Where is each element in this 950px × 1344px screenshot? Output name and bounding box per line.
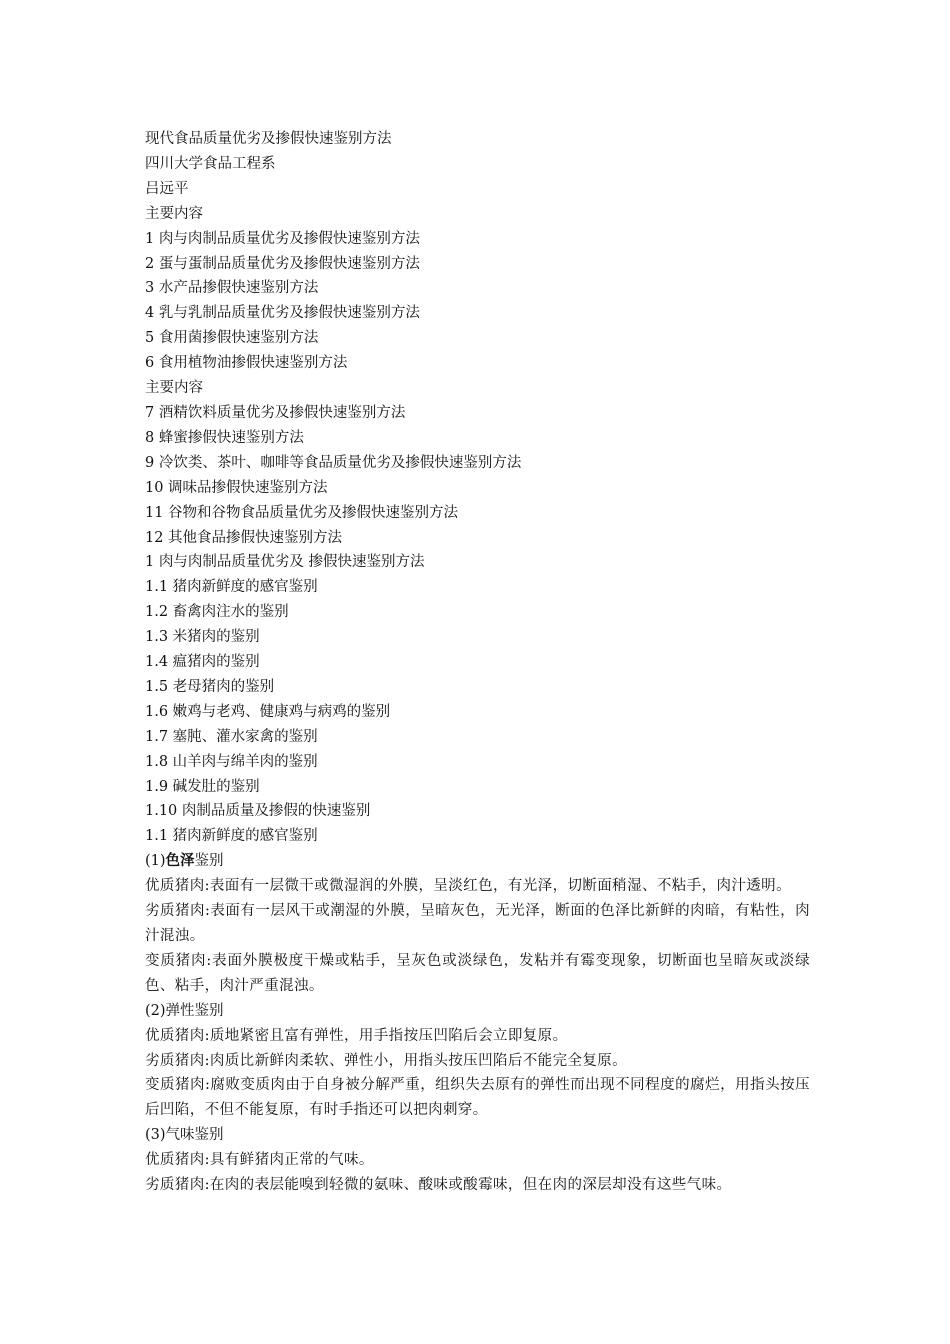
toc-heading: 主要内容 [145,205,203,222]
elasticity-spoiled-paragraph: 变质猪肉:腐败变质肉由于自身被分解严重，组织失去原有的弹性而出现不同程度的腐烂，用指头按压后凹陷，不但不能复原，有时手指还可以把肉刺穿。 [145,1077,810,1119]
toc-item: 4 乳与乳制品质量优劣及掺假快速鉴别方法 [145,305,420,322]
elasticity-poor-paragraph: 劣质猪肉:肉质比新鲜肉柔软、弹性小，用指头按压凹陷后不能完全复原。 [145,1052,628,1069]
color-heading-prefix: (1) [145,853,166,870]
toc-item: 8 蜂蜜掺假快速鉴别方法 [145,429,304,446]
toc-item: 12 其他食品掺假快速鉴别方法 [145,529,343,546]
color-good-paragraph: 优质猪肉:表面有一层微干或微湿润的外膜，呈淡红色，有光泽，切断面稍湿、不粘手，肉汁透明。 [145,878,791,895]
elasticity-good-paragraph: 优质猪肉:质地紧密且富有弹性，用手指按压凹陷后会立即复原。 [145,1027,568,1044]
odor-heading: (3)气味鉴别 [145,1127,224,1144]
section-item: 1.5 老母猪肉的鉴别 [145,678,275,695]
odor-good-paragraph: 优质猪肉:具有鲜猪肉正常的气味。 [145,1152,374,1169]
elasticity-heading: (2)弹性鉴别 [145,1002,224,1019]
section-item: 1.8 山羊肉与绵羊肉的鉴别 [145,753,318,770]
toc-item: 11 谷物和谷物食品质量优劣及掺假快速鉴别方法 [145,504,459,521]
subsection-title: 1.1 猪肉新鲜度的感官鉴别 [145,828,318,845]
toc-item: 7 酒精饮料质量优劣及掺假快速鉴别方法 [145,404,406,421]
toc-item: 2 蛋与蛋制品质量优劣及掺假快速鉴别方法 [145,255,420,272]
odor-poor-paragraph: 劣质猪肉:在肉的表层能嗅到轻微的氨味、酸味或酸霉味，但在肉的深层却没有这些气味。 [145,1177,732,1194]
color-heading-bold: 色泽 [165,852,195,870]
color-heading-suffix: 鉴别 [194,853,224,870]
document-page [145,127,810,1198]
toc-item: 3 水产品掺假快速鉴别方法 [145,280,319,297]
section-item: 1.10 肉制品质量及掺假的快速鉴别 [145,803,371,820]
section-item: 1.2 畜禽肉注水的鉴别 [145,604,289,621]
toc-item: 9 冷饮类、茶叶、咖啡等食品质量优劣及掺假快速鉴别方法 [145,454,522,471]
toc-item: 10 调味品掺假快速鉴别方法 [145,479,328,496]
doc-title: 现代食品质量优劣及掺假快速鉴别方法 [145,131,392,147]
section-item: 1.6 嫩鸡与老鸡、健康鸡与病鸡的鉴别 [145,703,391,720]
toc-item: 5 食用菌掺假快速鉴别方法 [145,330,319,347]
toc-item: 6 食用植物油掺假快速鉴别方法 [145,355,348,372]
section-item: 1.1 猪肉新鲜度的感官鉴别 [145,579,318,596]
color-spoiled-paragraph: 变质猪肉:表面外膜极度干燥或粘手，呈灰色或淡绿色，发粘并有霉变现象，切断面也呈暗灰或淡绿色、粘手，肉汁严重混浊。 [145,952,810,994]
section-item: 1.3 米猪肉的鉴别 [145,629,260,646]
color-poor-paragraph: 劣质猪肉:表面有一层风干或潮湿的外膜，呈暗灰色，无光泽，断面的色泽比新鲜的肉暗，有粘性，肉汁混浊。 [145,903,810,944]
section-item: 1.4 瘟猪肉的鉴别 [145,654,260,671]
toc-item: 1 肉与肉制品质量优劣及掺假快速鉴别方法 [145,230,420,247]
section-item: 1.7 塞肫、灌水家禽的鉴别 [145,728,318,745]
color-heading [145,849,810,874]
doc-institution: 四川大学食品工程系 [145,155,276,172]
doc-author: 吕远平 [145,180,189,197]
toc-heading: 主要内容 [145,380,203,397]
section-item: 1.9 碱发肚的鉴别 [145,778,260,795]
section-title: 1 肉与肉制品质量优劣及 掺假快速鉴别方法 [145,554,425,571]
